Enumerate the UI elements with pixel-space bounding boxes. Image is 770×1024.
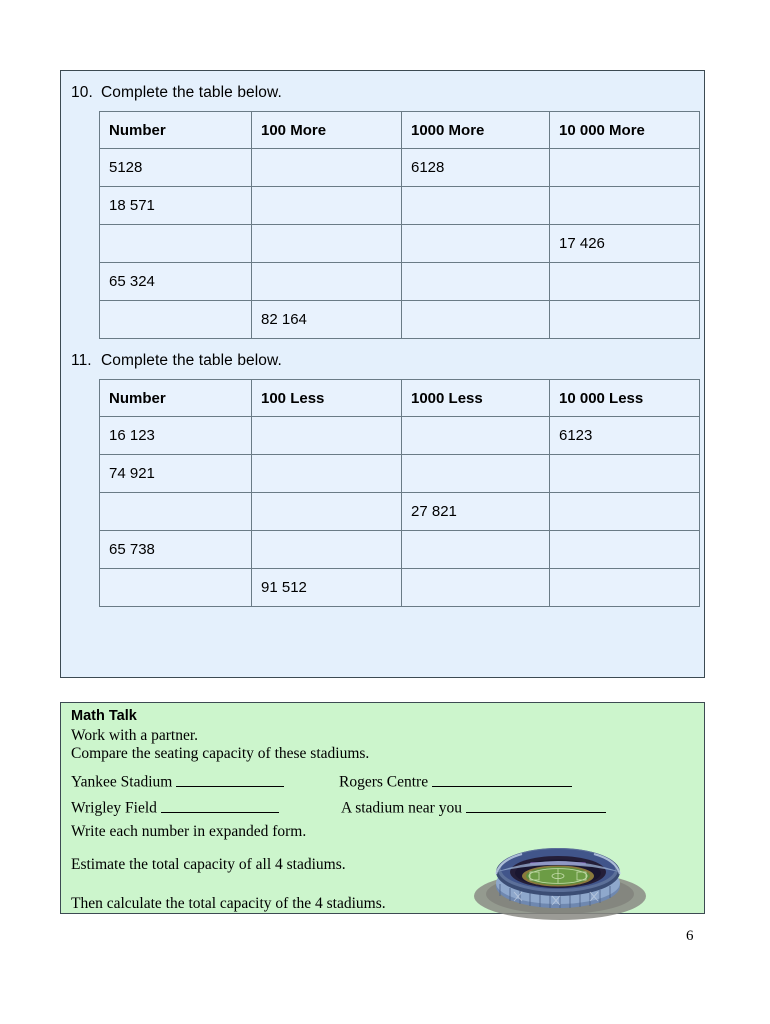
column-header-number: Number [100,380,252,417]
page-number: 6 [686,928,694,944]
stadium-field-local [341,797,606,818]
table-row [100,531,700,569]
table-cell[interactable]: 27 821 [402,493,550,531]
table-cell[interactable] [252,187,402,225]
table-cell[interactable] [550,187,700,225]
stadium-label-local: A stadium near you [341,799,462,817]
column-header-1000-more: 1000 More [402,112,550,149]
table-cell[interactable] [402,569,550,607]
table-cell[interactable] [402,225,550,263]
stadium-answer-blank-local[interactable] [466,797,606,813]
table-cell[interactable] [550,301,700,339]
table-cell[interactable] [100,493,252,531]
table-cell[interactable]: 18 571 [100,187,252,225]
question-10-number: 10. [71,84,93,101]
stadium-illustration [466,836,654,924]
stadium-field-rogers [339,771,572,792]
stadium-answer-blank-wrigley[interactable] [161,797,279,813]
table-cell[interactable] [550,455,700,493]
table-cell[interactable] [252,225,402,263]
table-header-row [100,112,700,149]
question-10-heading [71,84,282,102]
table-cell[interactable]: 91 512 [252,569,402,607]
stadium-answer-blank-rogers[interactable] [432,771,572,787]
table-cell[interactable] [252,417,402,455]
math-talk-instruction-2: Compare the seating capacity of these stadiums. [71,745,370,762]
table-row [100,149,700,187]
column-header-1000-less: 1000 Less [402,380,550,417]
table-cell[interactable] [252,493,402,531]
table-more [99,111,700,339]
table-cell[interactable]: 6123 [550,417,700,455]
table-cell[interactable] [252,149,402,187]
table-cell[interactable]: 74 921 [100,455,252,493]
stadium-icon [466,836,654,924]
table-row [100,187,700,225]
table-cell[interactable] [402,187,550,225]
table-row [100,301,700,339]
table-cell[interactable] [252,531,402,569]
table-row [100,569,700,607]
table-cell[interactable]: 6128 [402,149,550,187]
stadium-label-rogers: Rogers Centre [339,773,429,791]
table-cell[interactable] [252,263,402,301]
question-10-text: Complete the table below. [101,84,282,101]
table-cell[interactable] [100,301,252,339]
column-header-100-more: 100 More [252,112,402,149]
math-talk-instruction-3: Write each number in expanded form. [71,823,307,840]
table-cell[interactable] [550,263,700,301]
math-talk-instruction-1: Work with a partner. [71,727,199,744]
question-11-number: 11. [71,352,92,369]
table-row [100,417,700,455]
table-cell[interactable]: 65 738 [100,531,252,569]
table-header-row [100,380,700,417]
math-talk-instruction-5: Then calculate the total capacity of the 4 stadiums. [71,895,386,912]
table-cell[interactable] [402,455,550,493]
table-row [100,455,700,493]
table-cell[interactable] [100,569,252,607]
table-row [100,493,700,531]
exercise-panel [60,70,705,678]
stadium-field-wrigley [71,797,279,818]
table-cell[interactable]: 65 324 [100,263,252,301]
table-cell[interactable] [550,149,700,187]
column-header-10000-more: 10 000 More [550,112,700,149]
column-header-10000-less: 10 000 Less [550,380,700,417]
stadium-answer-blank-yankee[interactable] [176,771,284,787]
table-cell[interactable] [550,569,700,607]
stadium-label-wrigley: Wrigley Field [71,799,157,817]
table-cell[interactable]: 5128 [100,149,252,187]
table-cell[interactable]: 82 164 [252,301,402,339]
math-talk-title: Math Talk [71,708,137,724]
table-cell[interactable] [402,531,550,569]
column-header-100-less: 100 Less [252,380,402,417]
stadium-label-yankee: Yankee Stadium [71,773,173,791]
table-cell[interactable] [402,301,550,339]
table-cell[interactable] [402,263,550,301]
question-11-text: Complete the table below. [101,352,282,369]
column-header-number: Number [100,112,252,149]
table-cell[interactable]: 16 123 [100,417,252,455]
table-row [100,263,700,301]
table-cell[interactable]: 17 426 [550,225,700,263]
table-cell[interactable] [252,455,402,493]
question-11-heading [71,352,282,370]
stadium-field-yankee [71,771,284,792]
table-cell[interactable] [402,417,550,455]
table-cell[interactable] [100,225,252,263]
table-cell[interactable] [550,531,700,569]
math-talk-instruction-4: Estimate the total capacity of all 4 stadiums. [71,856,346,873]
table-cell[interactable] [550,493,700,531]
table-less [99,379,700,607]
table-row [100,225,700,263]
